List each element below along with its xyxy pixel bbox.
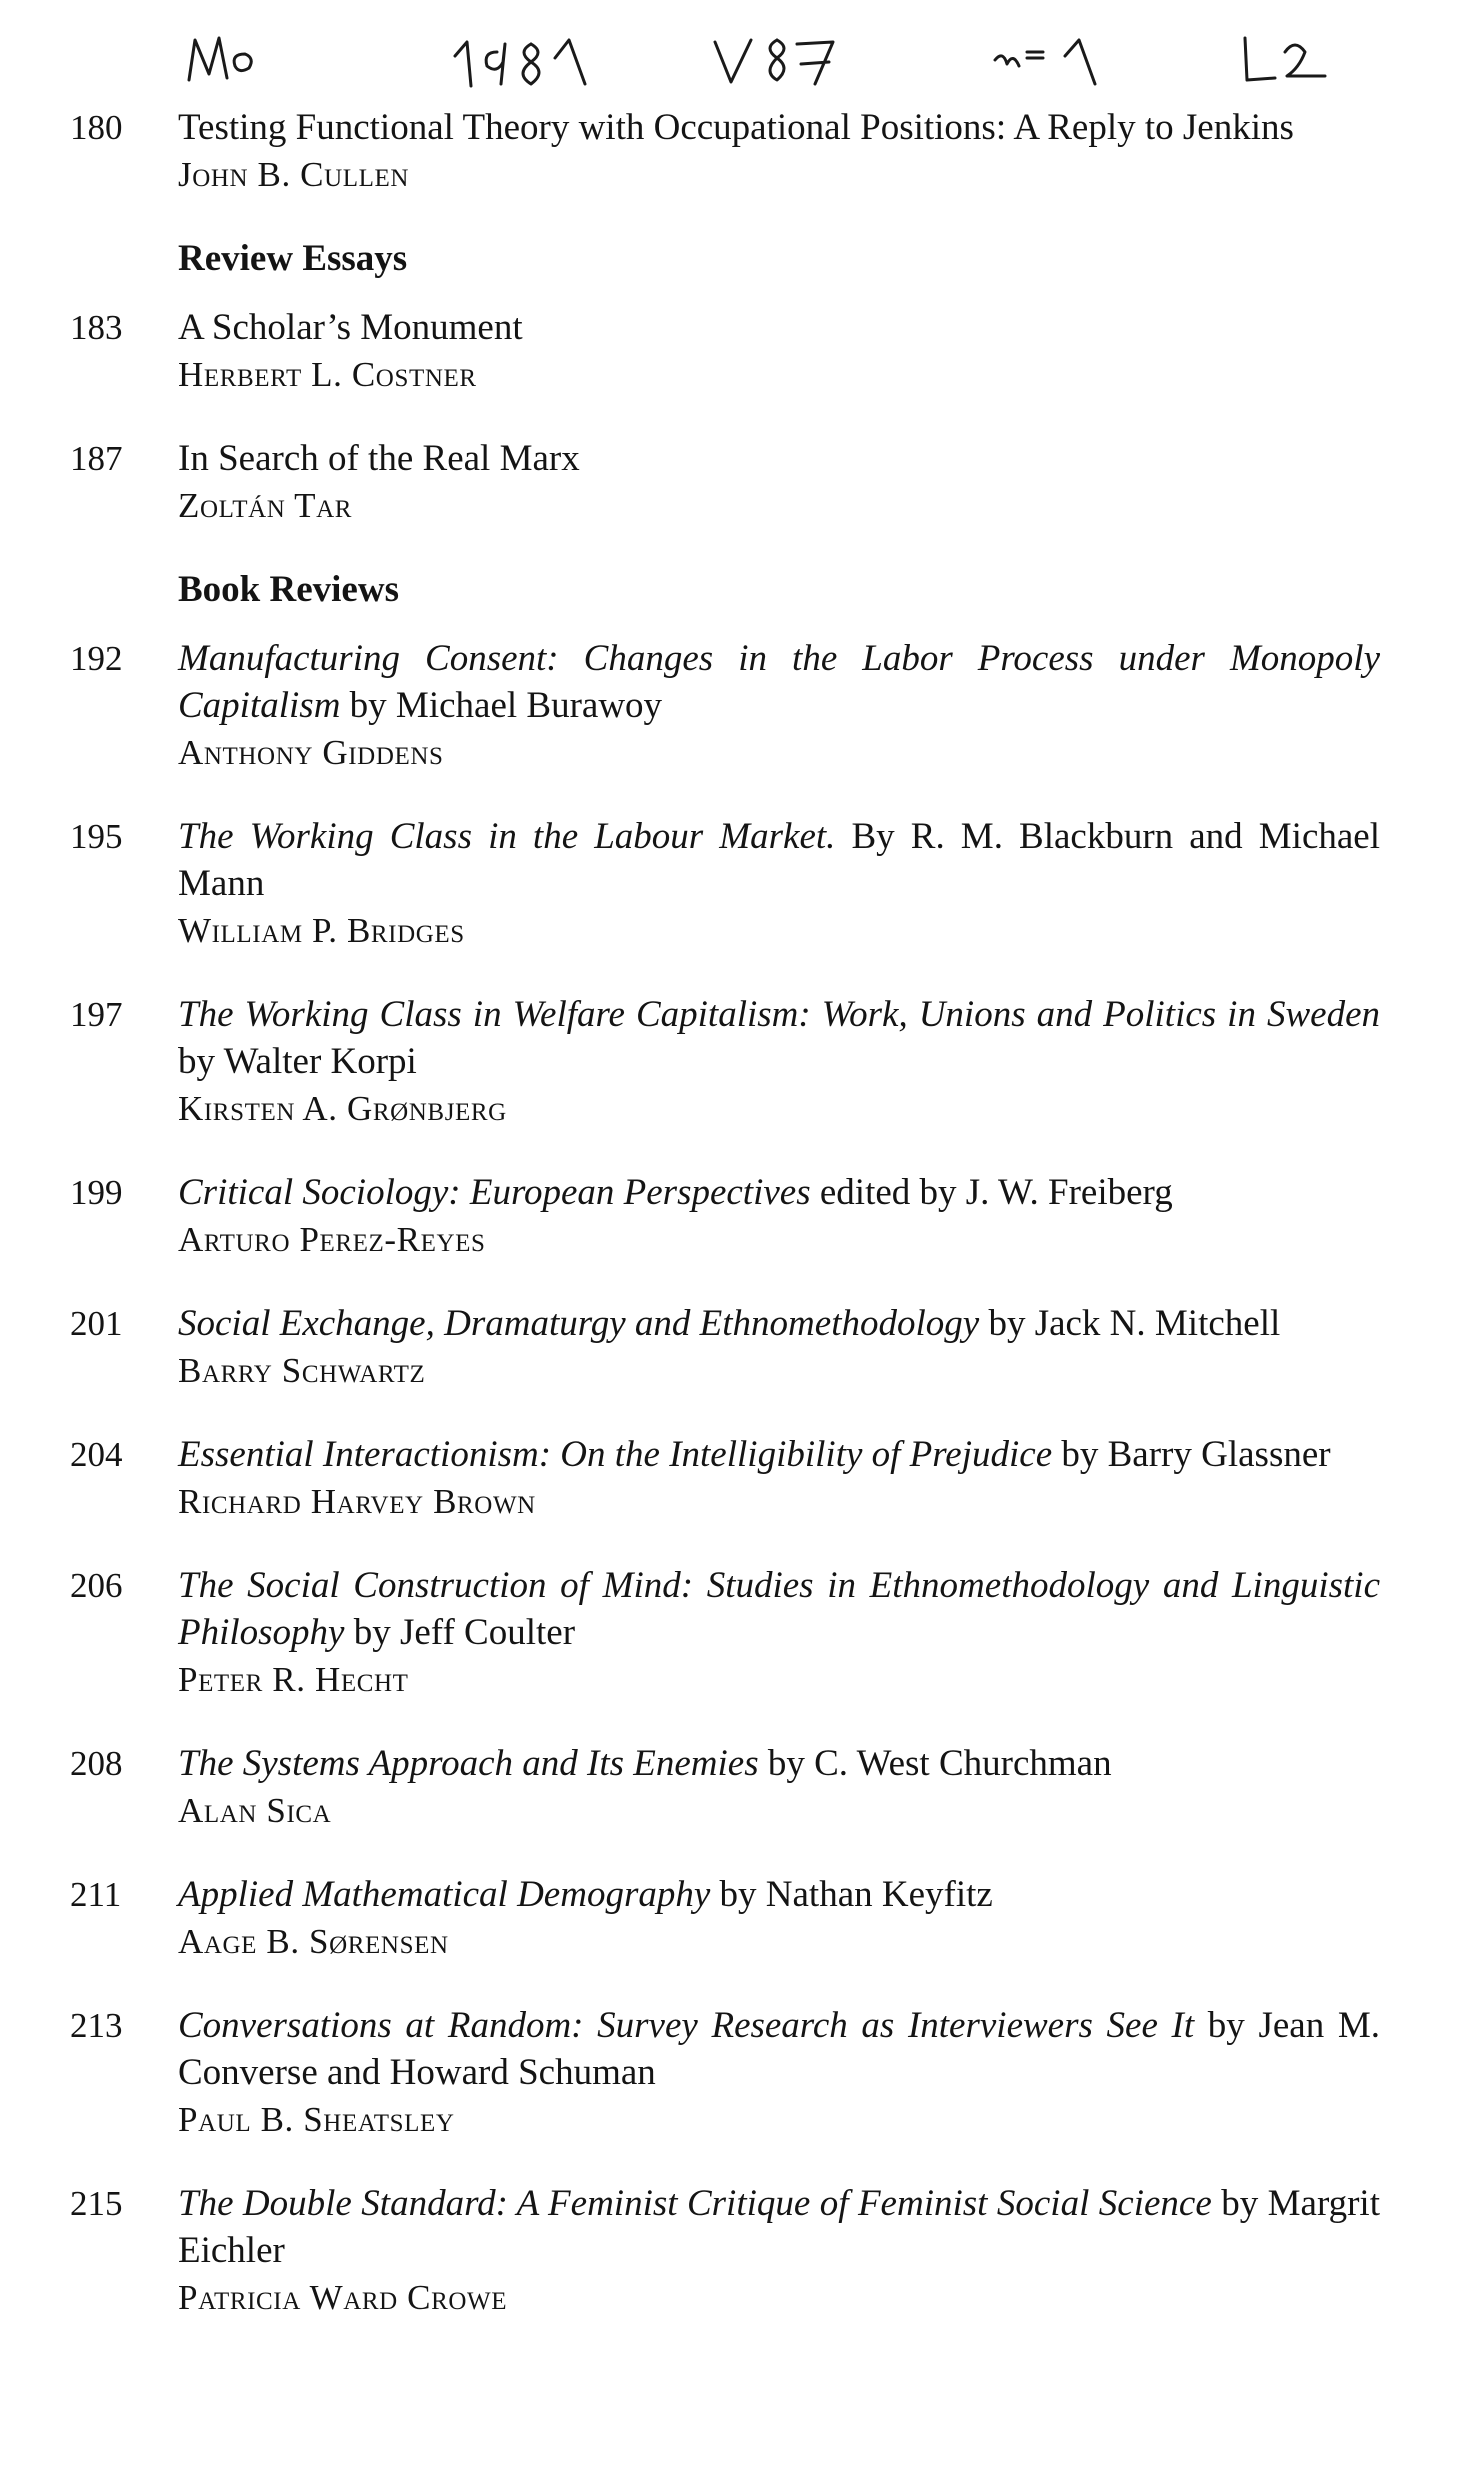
work-title: Essential Interactionism: On the Intelligibility of Prejudice: [178, 1434, 1053, 1475]
work-byline: by Walter Korpi: [178, 1041, 417, 1082]
entry-title: [178, 1300, 1380, 1347]
work-title: Critical Sociology: European Perspectives: [178, 1172, 811, 1213]
page-number: 180: [70, 108, 123, 147]
entry-title: [178, 813, 1380, 907]
contents-entry: [70, 635, 1380, 776]
entry-body: [178, 104, 1380, 198]
contents-entry: [70, 1871, 1380, 1965]
page-number: 187: [70, 439, 123, 478]
reviewer-name: Barry Schwartz: [178, 1351, 426, 1390]
reviewer-name: Paul B. Sheatsley: [178, 2100, 455, 2139]
work-title: Conversations at Random: Survey Research as Interviewers See It: [178, 2005, 1195, 2046]
article-title: A Scholar’s Monument: [178, 307, 523, 348]
work-byline: by Jeff Coulter: [344, 1612, 576, 1653]
entry-body: [178, 813, 1380, 954]
work-byline: By R. M. Blackburn and Michael Mann: [178, 816, 1380, 904]
work-byline: by Margrit Eichler: [178, 2183, 1380, 2271]
entry-title: [178, 635, 1380, 729]
reviewer-name: Anthony Giddens: [178, 733, 444, 772]
contents-entry: [70, 304, 1380, 398]
work-title: The Double Standard: A Feminist Critique of Feminist Social Science: [178, 2183, 1212, 2224]
handwriting-drawing: [185, 22, 1365, 102]
contents-entry: [70, 435, 1380, 529]
entry-body: [178, 1871, 1380, 1965]
page-number: 204: [70, 1435, 123, 1474]
entry-body: [178, 1169, 1380, 1263]
article-title: In Search of the Real Marx: [178, 438, 580, 479]
work-title: The Social Construction of Mind: Studies in Ethnomethodology and Linguistic Philosophy: [178, 1565, 1380, 1653]
entry-title: [178, 104, 1380, 151]
reviewer-name: Kirsten A. Grønbjerg: [178, 1089, 507, 1128]
work-byline: by Nathan Keyfitz: [710, 1874, 993, 1915]
page-number: 211: [70, 1875, 122, 1914]
reviewer-name: Aage B. Sørensen: [178, 1922, 449, 1961]
entry-body: [178, 635, 1380, 776]
entry-body: [178, 2180, 1380, 2321]
page-number: 208: [70, 1744, 123, 1783]
entry-body: [178, 1740, 1380, 1834]
entry-title: [178, 1169, 1380, 1216]
entry-body: [178, 304, 1380, 398]
reviewer-name: Alan Sica: [178, 1791, 332, 1830]
page-number: 213: [70, 2006, 123, 2045]
page-number: 206: [70, 1566, 123, 1605]
reviewer-name: Richard Harvey Brown: [178, 1482, 536, 1521]
entry-title: [178, 1562, 1380, 1656]
contents-entry: [70, 991, 1380, 1132]
reviewer-name: Herbert L. Costner: [178, 355, 477, 394]
work-title: Manufacturing Consent: Changes in the Labor Process under Monopoly Capitalism: [178, 638, 1380, 726]
page-number: 201: [70, 1304, 123, 1343]
contents-entry: [70, 2002, 1380, 2143]
entry-title: [178, 1740, 1380, 1787]
work-byline: by Barry Glassner: [1052, 1434, 1331, 1475]
work-title: Social Exchange, Dramaturgy and Ethnomethodology: [178, 1303, 980, 1344]
page-number: 195: [70, 817, 123, 856]
work-byline: by C. West Churchman: [758, 1743, 1112, 1784]
section-heading: Book Reviews: [178, 569, 399, 610]
work-byline: by Michael Burawoy: [340, 685, 663, 726]
entry-body: [178, 991, 1380, 1132]
entry-title: [178, 2002, 1380, 2096]
entry-body: [178, 435, 1380, 529]
work-byline: edited by J. W. Freiberg: [810, 1172, 1173, 1213]
contents-entry: [70, 1740, 1380, 1834]
section-heading: Review Essays: [178, 238, 408, 279]
entry-title: [178, 991, 1380, 1085]
page-number: 183: [70, 308, 123, 347]
handwritten-annotation: [185, 22, 1365, 102]
reviewer-name: Zoltán Tar: [178, 486, 353, 525]
article-title: Testing Functional Theory with Occupational Positions: A Reply to Jenkins: [178, 107, 1294, 148]
work-byline: by Jack N. Mitchell: [979, 1303, 1281, 1344]
entry-body: [178, 2002, 1380, 2143]
contents-entry: [70, 104, 1380, 198]
entry-body: [178, 1562, 1380, 1703]
contents-entry: [70, 1300, 1380, 1394]
reviewer-name: Peter R. Hecht: [178, 1660, 409, 1699]
contents-entry: [70, 1169, 1380, 1263]
work-title: The Working Class in the Labour Market.: [178, 816, 836, 857]
entry-body: [178, 1431, 1380, 1525]
reviewer-name: Arturo Perez-Reyes: [178, 1220, 486, 1259]
work-title: Applied Mathematical Demography: [178, 1874, 711, 1915]
reviewer-name: Patricia Ward Crowe: [178, 2278, 508, 2317]
work-byline: by Jean M. Converse and Howard Schuman: [178, 2005, 1380, 2093]
reviewer-name: John B. Cullen: [178, 155, 410, 194]
work-title: The Working Class in Welfare Capitalism: Work, Unions and Politics in Sweden: [178, 994, 1380, 1035]
contents-entry: [70, 1431, 1380, 1525]
page-number: 197: [70, 995, 123, 1034]
entry-title: [178, 435, 1380, 482]
entry-title: [178, 2180, 1380, 2274]
entry-title: [178, 304, 1380, 351]
reviewer-name: William P. Bridges: [178, 911, 465, 950]
entry-body: [178, 1300, 1380, 1394]
contents-entry: [70, 813, 1380, 954]
page-number: 192: [70, 639, 123, 678]
page-number: 199: [70, 1173, 123, 1212]
contents-entry: [70, 1562, 1380, 1703]
entry-title: [178, 1871, 1380, 1918]
entry-title: [178, 1431, 1380, 1478]
page-number: 215: [70, 2184, 123, 2223]
work-title: The Systems Approach and Its Enemies: [178, 1743, 759, 1784]
contents-entry: [70, 2180, 1380, 2321]
table-of-contents: [70, 104, 1380, 2358]
